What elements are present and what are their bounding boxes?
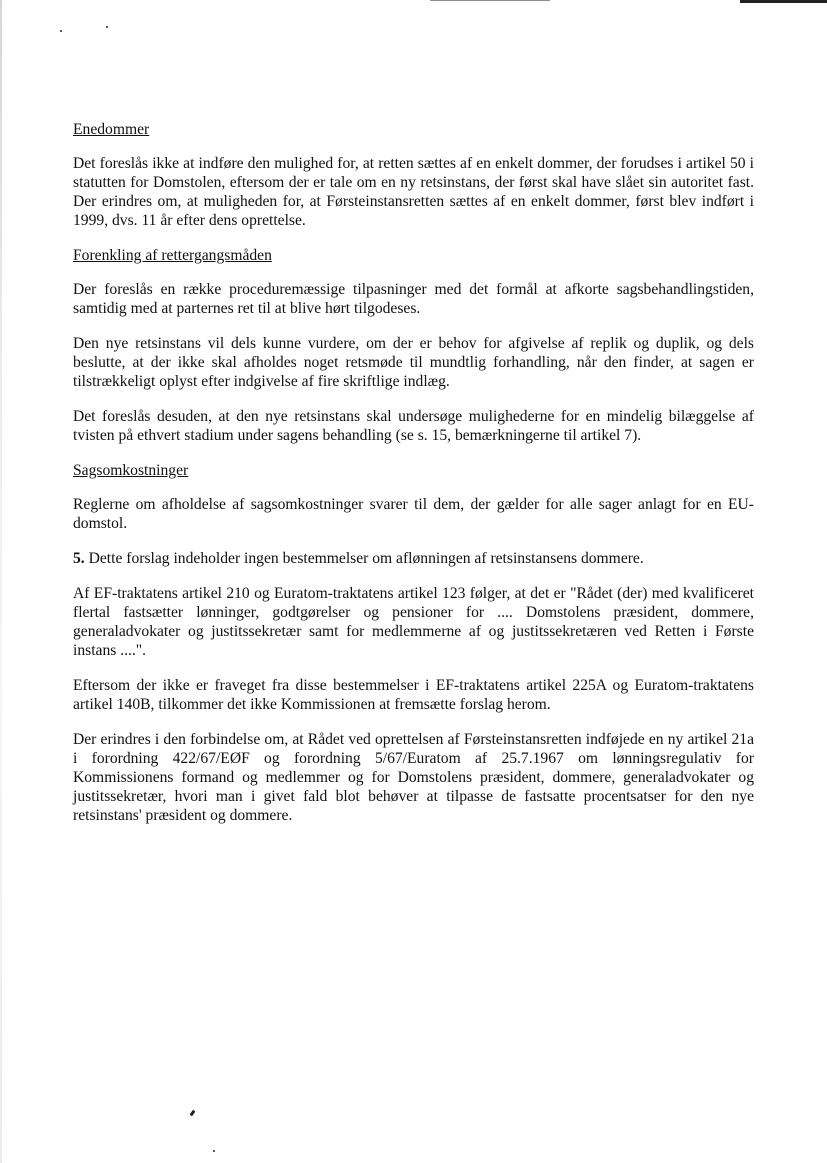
- scan-edge-mark: [740, 0, 827, 3]
- scan-left-edge: [0, 0, 2, 1163]
- paragraph-sagsomkostninger: Reglerne om afholdelse af sagsomkostninger svarer til dem, der gælder for alle sager anlagt for en EU-domstol.: [73, 496, 754, 532]
- section-heading-enedommer: Enedommer: [73, 121, 150, 138]
- scan-speck: [190, 1110, 196, 1117]
- paragraph-der-erindres: Der erindres i den forbindelse om, at Rådet ved oprettelsen af Førsteinstansretten indføjede en ny artikel 21a i forordning 422/67/EØF og forordning 5/67/Euratom af 25.7.1967 om lønningsregulativ for Kommissionens formand og medlemmer og for Domstolens præsident, dommere, generaladvokater og justitssekretær, hvori man i givet fald blot behøver at tilpasse de fastsatte procentsatser for den nye retsinstans' præsident og dommere.: [73, 731, 754, 824]
- point-5-paragraph: [73, 549, 754, 568]
- scan-top-edge: [0, 0, 827, 3]
- paragraph-forenkling-3: Det foreslås desuden, at den nye retsinstans skal undersøge mulighederne for en mindelig bilæggelse af tvisten på ethvert stadium under sagens behandling (se s. 15, bemærkningerne til artikel 7).: [73, 408, 754, 444]
- scan-speck: [213, 1150, 215, 1152]
- scan-speck: [60, 30, 62, 32]
- paragraph-forenkling-1: Der foreslås en række proceduremæssige tilpasninger med det formål at afkorte sagsbehandlingstiden, samtidig med at parternes ret til at blive hørt tilgodeses.: [73, 281, 754, 317]
- document-body: [73, 120, 754, 841]
- section-heading-forenkling: Forenkling af rettergangsmåden: [73, 247, 272, 264]
- paragraph-forenkling-2: Den nye retsinstans vil dels kunne vurdere, om der er behov for afgivelse af replik og duplik, og dels beslutte, at der ikke skal afholdes noget retsmøde til mundtlig forhandling, når den finder, at sagen er tilstrækkeligt oplyst efter indgivelse af fire skriftlige indlæg.: [73, 335, 754, 390]
- paragraph-eftersom: Eftersom der ikke er fraveget fra disse bestemmelser i EF-traktatens artikel 225A og Euratom-traktatens artikel 140B, tilkommer det ikke Kommissionen at fremsætte forslag herom.: [73, 677, 754, 713]
- paragraph-enedommer: Det foreslås ikke at indføre den mulighed for, at retten sættes af en enkelt dommer, der forudses i artikel 50 i statutten for Domstolen, eftersom der er tale om en ny retsinstans, der først skal have slået sin autoritet fast. Der erindres om, at muligheden for, at Førsteinstansretten sættes af en enkelt dommer, først blev indført i 1999, dvs. 11 år efter dens oprettelse.: [73, 155, 754, 229]
- point-5-text: Dette forslag indeholder ingen bestemmelser om aflønningen af retsinstansens dommere.: [84, 550, 644, 567]
- scan-edge-mark: [430, 0, 550, 1]
- paragraph-af-ef-traktatens: Af EF-traktatens artikel 210 og Euratom-traktatens artikel 123 følger, at det er "Rådet (der) med kvalificeret flertal fastsætter lønninger, godtgørelser og pensioner for .... Domstolens præsident, dommere, generaladvokater og justitssekretær samt for medlemmerne af og justitssekretæren ved Retten i Første instans ....".: [73, 585, 754, 659]
- scan-speck: [106, 26, 108, 28]
- point-5-number: 5.: [73, 550, 85, 567]
- section-heading-sagsomkostninger: Sagsomkostninger: [73, 462, 189, 479]
